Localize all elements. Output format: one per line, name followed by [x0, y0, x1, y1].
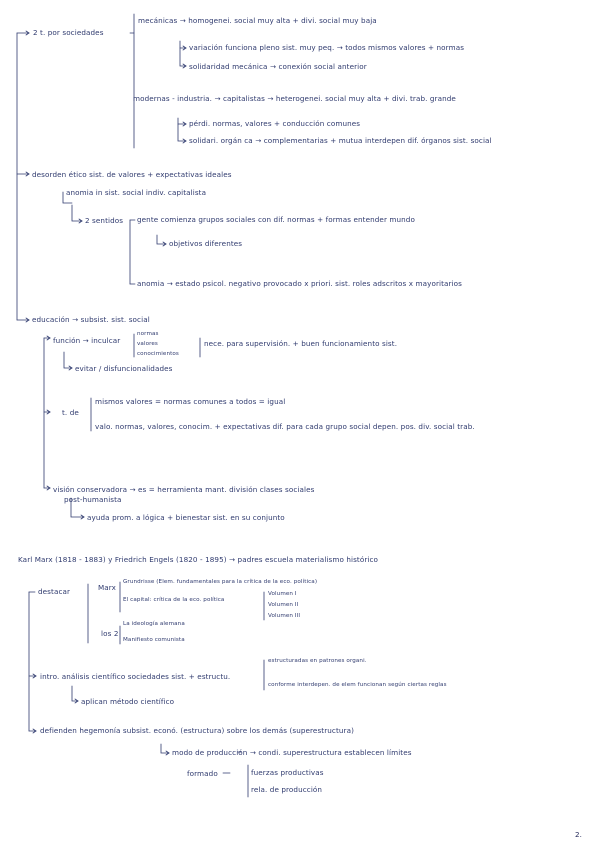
volume-2: Volumen II — [268, 602, 299, 608]
groups-different-norms: gente comienza grupos sociales con dif. normas + formas entender mundo — [137, 215, 415, 224]
post-humanist: post-humanista — [64, 495, 122, 504]
formed-by: formado — [187, 769, 218, 778]
economic-hegemony: defienden hegemonía subsist. econó. (estructura) sobre los demás (superestructura) — [40, 726, 355, 735]
function-inculcate: función → inculcar — [53, 336, 121, 345]
industrial-loss-norms: pérdi. normas, valores + conducción comunes — [189, 119, 361, 128]
anomia-psychological-state: anomia → estado psicol. negativo provocado x priori. sist. roles adscritos x mayoritarios — [137, 279, 463, 288]
helps-system-logic: ayuda prom. a lógica + bienestar sist. en su conjunto — [87, 513, 285, 522]
section-2-types-societies: 2 t. por sociedades — [33, 28, 104, 37]
volume-1: Volumen I — [268, 591, 297, 597]
scientific-analysis-intro: intro. análisis científico sociedades sist. + estructu. — [40, 672, 231, 681]
productive-forces: fuerzas productivas — [251, 768, 324, 777]
avoid-dysfunctions: evitar / disfuncionalidades — [75, 364, 173, 373]
interdependent-rules: conforme interdepen. de elem funcionan según ciertas reglas — [268, 682, 447, 688]
volume-3: Volumen III — [268, 613, 301, 619]
relations-of-production: rela. de producción — [251, 785, 323, 794]
different-values-groups: valo. normas, valores, conocim. + expectativas dif. para cada grupo social depen. pos. div. social trab. — [95, 422, 475, 431]
scientific-method: aplican método científico — [81, 697, 175, 706]
das-kapital-work: El capital: crítica de la eco. política — [123, 597, 225, 603]
values-item: valores — [137, 341, 158, 347]
mechanical-societies: mecánicas → homogenei. social muy alta + divi. social muy baja — [138, 16, 377, 25]
marx-engels-heading: Karl Marx (1818 - 1883) y Friedrich Engels (1820 - 1895) → padres escuela materialismo histórico — [18, 555, 379, 564]
page-number: 2. — [575, 830, 583, 839]
german-ideology-work: La ideología alemana — [123, 621, 185, 627]
two-senses: 2 sentidos — [85, 216, 124, 225]
organic-solidarity: solidari. orgán ca → complementarias + mutua interdepen dif. órganos sist. social — [189, 136, 492, 145]
both-authors: los 2 — [101, 629, 119, 638]
mechanical-variation: variación funciona pleno sist. muy peq. → todos mismos valores + normas — [189, 43, 465, 52]
industrial-societies: modernas - industria. → capitalistas → heterogenei. social muy alta + divi. trab. grande — [133, 94, 456, 103]
grundrisse-work: Grundrisse (Elem. fundamentales para la crítica de la eco. política) — [123, 579, 318, 585]
mode-of-production: modo de producción → condi. superestructura establecen límites — [172, 748, 412, 757]
marx-label: Marx — [98, 583, 117, 592]
conservative-vision: visión conservadora → es = herramienta mant. división clases sociales — [53, 485, 315, 494]
ethical-disorder: desorden ético sist. de valores + expectativas ideales — [32, 170, 232, 179]
knowledge-item: conocimientos — [137, 351, 179, 357]
structured-patterns: estructuradas en patrones organi. — [268, 658, 367, 664]
same-values-common: mismos valores = normas comunes a todos = igual — [95, 397, 286, 406]
anomia-capitalist: anomia in sist. social indiv. capitalista — [66, 188, 207, 197]
highlight-works: destacar — [38, 587, 71, 596]
necessary-functioning: nece. para supervisión. + buen funcionamiento sist. — [204, 339, 398, 348]
types-of: t. de — [62, 408, 79, 417]
different-objectives: objetivos diferentes — [169, 239, 243, 248]
mechanical-solidarity: solidaridad mecánica → conexión social anterior — [189, 62, 367, 71]
communist-manifesto-work: Manifiesto comunista — [123, 637, 185, 643]
education-subsystem: educación → subsist. sist. social — [32, 315, 150, 324]
norms-item: normas — [137, 331, 159, 337]
